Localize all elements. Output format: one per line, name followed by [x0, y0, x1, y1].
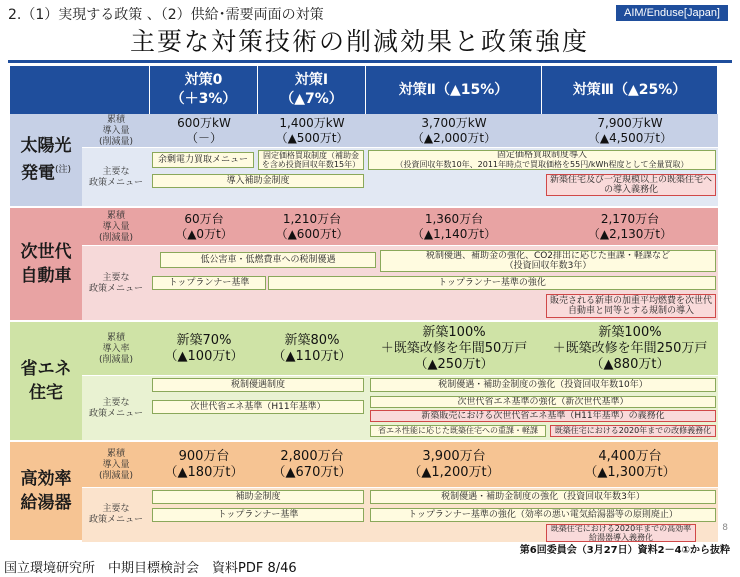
category-heater: 高効率 給湯器 — [10, 442, 82, 542]
housing-value-3: 新築100% ＋既築改修を年間250万戸 （▲880万t） — [552, 325, 708, 372]
heater-policy-toprunner-strengthen: トップランナー基準の強化（効率の悪い電気給湯器等の原則廃止） — [370, 508, 716, 522]
housing-policy-tax: 税制優遇制度 — [152, 378, 364, 392]
solar-value-1: 1,400万kW （▲500万t） — [275, 116, 349, 145]
vehicle-policy-tax: 低公害車・低燃費車への税制優遇 — [160, 252, 376, 268]
solar-policy-fit-full: 固定価格買取制度導入 （投資回収年数10年、2011年時点で買取価格を55円/kWh程度として全量買取） — [368, 150, 716, 170]
heater-policy-mandatory: 既築住宅における2020年までの高効率給湯器導入義務化 — [546, 524, 696, 542]
qty-label: 累積 導入量 (削減量) — [98, 114, 134, 147]
vehicle-policy-fuel-regulation: 販売される新車の加重平均燃費を次世代自動車と同等とする規制の導入 — [546, 294, 716, 318]
column-header-1: 対策Ⅰ （▲7%） — [258, 66, 366, 114]
vehicle-value-2: 1,360万台 （▲1,140万t） — [411, 212, 497, 241]
category-vehicle: 次世代 自動車 — [10, 208, 82, 322]
qty-label: 累積 導入率 (削減量) — [98, 332, 134, 365]
vehicle-policy-toprunner-strengthen: トップランナー基準の強化 — [268, 276, 716, 290]
source-note: 第6回委員会（3月27日）資料2－4①から抜粋 — [519, 545, 730, 556]
housing-policy-tax-strengthen: 税制優遇・補助金制度の強化（投資回収年数10年） — [370, 378, 716, 392]
source-badge: AIM/Enduse[Japan] — [616, 5, 728, 21]
category-solar: 太陽光 発電$^{(注)}$ — [10, 114, 82, 208]
heater-policy-subsidy: 補助金制度 — [152, 490, 364, 504]
housing-policy-standard-h11: 次世代省エネ基準（H11年基準） — [152, 400, 364, 414]
menu-label: 主要な 政策メニュー — [88, 398, 143, 419]
section-solar — [10, 114, 718, 208]
housing-policy-new-standard: 次世代省エネ基準の強化（新次世代基準） — [370, 396, 716, 408]
vehicle-policy-toprunner: トップランナー基準 — [152, 276, 266, 290]
solar-value-2: 3,700万kW （▲2,000万t） — [411, 116, 497, 145]
housing-value-1: 新築80% （▲110万t） — [272, 333, 352, 364]
heater-policy-tax-strengthen: 税制優遇・補助金制度の強化（投資回収年数3年） — [370, 490, 716, 504]
page-number: 8 — [722, 523, 728, 533]
menu-label: 主要な 政策メニュー — [88, 167, 143, 188]
header-corner — [10, 66, 150, 114]
column-header-3: 対策Ⅲ（▲25%） — [542, 66, 718, 114]
section-housing — [10, 322, 718, 442]
housing-value-2: 新築100% ＋既築改修を年間50万戸 （▲250万t） — [380, 325, 528, 372]
qty-label: 累積 導入量 (削減量) — [98, 448, 134, 481]
housing-policy-retrofit-mandatory: 既築住宅における2020年までの改修義務化 — [550, 425, 716, 437]
category-housing: 省エネ 住宅 — [10, 322, 82, 442]
section-heater — [10, 442, 718, 542]
solar-value-3: 7,900万kW （▲4,500万t） — [587, 116, 673, 145]
housing-policy-existing-tax: 省エネ性能に応じた既築住宅への重課・軽課 — [370, 425, 546, 437]
vehicle-value-1: 1,210万台 （▲600万t） — [275, 212, 349, 241]
solar-value-0: 600万kW （－） — [177, 116, 231, 145]
document-subtitle: 2.（1）実現する政策 、（2）供給･需要両面の対策 — [8, 7, 324, 23]
heater-value-0: 900万台 （▲180万t） — [164, 449, 244, 480]
heater-policy-toprunner: トップランナー基準 — [152, 508, 364, 522]
housing-value-0: 新築70% （▲100万t） — [164, 333, 244, 364]
qty-label: 累積 導入量 (削減量) — [98, 210, 134, 243]
page-title: 主要な対策技術の削減効果と政策強度 — [130, 27, 590, 56]
menu-label: 主要な 政策メニュー — [88, 504, 143, 525]
menu-label: 主要な 政策メニュー — [88, 273, 143, 294]
solar-policy-subsidy: 導入補助金制度 — [152, 174, 364, 188]
vehicle-value-0: 60万台 （▲0万t） — [175, 212, 233, 241]
vehicle-value-3: 2,170万台 （▲2,130万t） — [587, 212, 673, 241]
solar-policy-fit-15yr: 固定価格買取制度（補助金を含め投資回収年数15年） — [258, 150, 364, 170]
title-rule — [8, 60, 732, 63]
housing-policy-mandatory-new: 新築販売における次世代省エネ基準（H11年基準）の義務化 — [370, 410, 716, 422]
solar-policy-surplus-purchase: 余剰電力買取メニュー — [152, 152, 254, 168]
column-header-2: 対策Ⅱ（▲15%） — [366, 66, 542, 114]
heater-value-1: 2,800万台 （▲670万t） — [272, 449, 352, 480]
solar-policy-mandatory: 新築住宅及び一定規模以上の既築住宅への導入義務化 — [546, 174, 716, 196]
heater-value-3: 4,400万台 （▲1,300万t） — [584, 449, 676, 480]
heater-value-2: 3,900万台 （▲1,200万t） — [408, 449, 500, 480]
column-header-0: 対策0 （＋3%） — [150, 66, 258, 114]
section-vehicle — [10, 208, 718, 322]
caption: 国立環境研究所 中期目標検討会 資料PDF 8/46 — [4, 561, 297, 576]
vehicle-policy-tax-strengthen: 税制優遇、補助金の強化、CO2排出に応じた重課・軽課など （投資回収年数3年） — [380, 250, 716, 272]
